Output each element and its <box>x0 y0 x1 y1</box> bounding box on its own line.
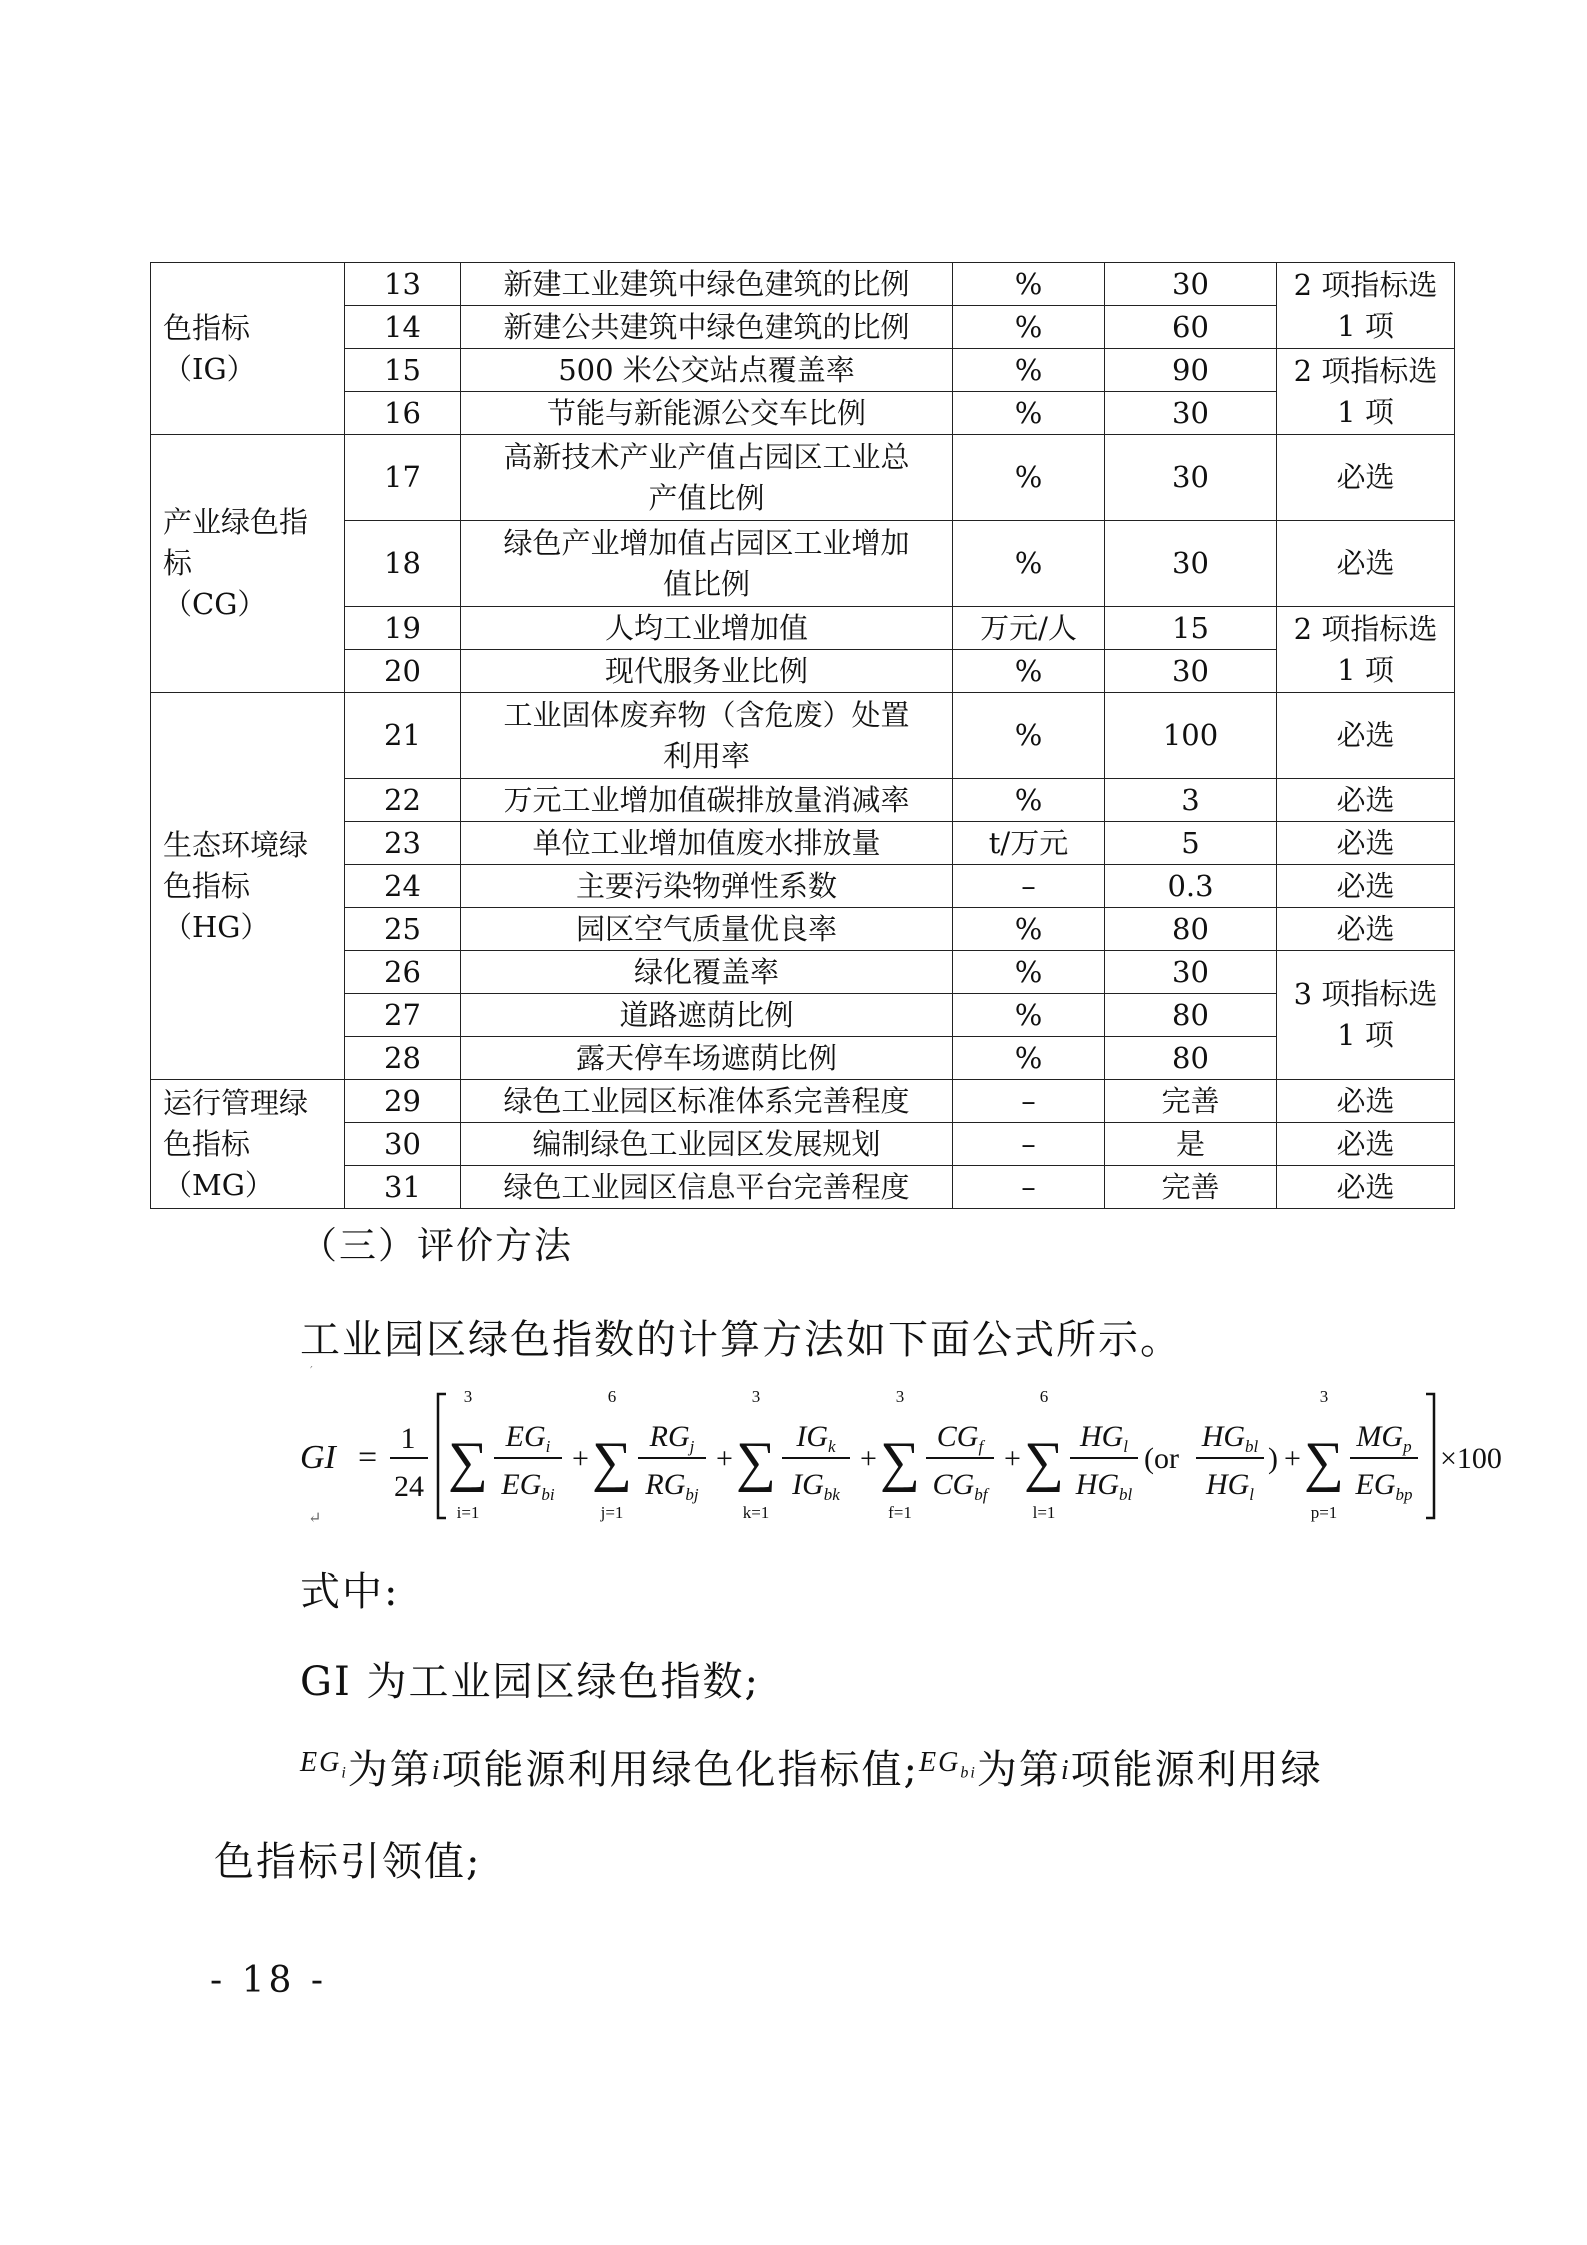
indicator-name-cell: 人均工业增加值 <box>461 607 953 650</box>
unit-cell: % <box>953 994 1105 1037</box>
left-bracket <box>438 1394 446 1518</box>
gi-formula <box>300 1380 1540 1530</box>
fraction-numerator: $IG_k$ <box>796 1420 836 1456</box>
plus-sign: + <box>716 1442 733 1475</box>
unit-cell: % <box>953 951 1105 994</box>
sum-upper-limit: 3 <box>1319 1387 1329 1406</box>
indicator-name-cell: 编制绿色工业园区发展规划 <box>461 1123 953 1166</box>
target-value-cell: 30 <box>1105 951 1277 994</box>
indicator-name-cell: 绿色工业园区信息平台完善程度 <box>461 1166 953 1209</box>
definition-text: 为第 <box>976 1747 1061 1793</box>
definition-gi: GI 为工业园区绿色指数; <box>300 1659 760 1705</box>
index-cell: 14 <box>345 306 461 349</box>
indicator-name-cell: 现代服务业比例 <box>461 650 953 693</box>
fraction-numerator: $EG_i$ <box>505 1420 551 1456</box>
target-value-cell: 80 <box>1105 908 1277 951</box>
indicator-name-cell: 新建工业建筑中绿色建筑的比例 <box>461 263 953 306</box>
fraction-denominator: $IG_{bk}$ <box>792 1468 840 1504</box>
page-number: - 18 - <box>210 1960 328 2001</box>
unit-cell: % <box>953 435 1105 521</box>
unit-cell: % <box>953 908 1105 951</box>
coefficient-denominator: 24 <box>394 1470 424 1503</box>
target-value-cell: 是 <box>1105 1123 1277 1166</box>
unit-cell: % <box>953 693 1105 779</box>
right-bracket <box>1426 1394 1434 1518</box>
sum-upper-limit: 3 <box>463 1387 473 1406</box>
unit-cell: % <box>953 349 1105 392</box>
sum-upper-limit: 3 <box>895 1387 905 1406</box>
table-row <box>151 1037 1455 1080</box>
index-cell: 18 <box>345 521 461 607</box>
table-row <box>151 521 1455 607</box>
requirement-cell: 必选 <box>1277 1166 1455 1209</box>
summation-sign: ∑ <box>880 1431 920 1493</box>
index-cell: 13 <box>345 263 461 306</box>
plus-sign: + <box>860 1442 877 1475</box>
fraction-numerator: $RG_j$ <box>649 1420 695 1456</box>
unit-cell: – <box>953 1123 1105 1166</box>
index-cell: 17 <box>345 435 461 521</box>
unit-cell: – <box>953 1080 1105 1123</box>
unit-cell: % <box>953 392 1105 435</box>
target-value-cell: 完善 <box>1105 1166 1277 1209</box>
summation-sign: ∑ <box>736 1431 776 1493</box>
where-label: 式中: <box>300 1569 400 1615</box>
category-cell: 产业绿色指 标 （CG） <box>151 435 345 693</box>
requirement-cell: 2 项指标选 1 项 <box>1277 349 1455 435</box>
index-cell: 24 <box>345 865 461 908</box>
requirement-cell: 必选 <box>1277 822 1455 865</box>
symbol-eg-i: EGi <box>300 1747 348 1782</box>
definition-eg <box>300 1738 1323 1795</box>
table-row <box>151 994 1455 1037</box>
coefficient-numerator: 1 <box>400 1422 416 1455</box>
plus-sign: + <box>1004 1442 1021 1475</box>
indicator-name-cell: 单位工业增加值废水排放量 <box>461 822 953 865</box>
definition-continuation: 色指标引领值; <box>214 1839 482 1885</box>
unit-cell: % <box>953 650 1105 693</box>
table-row <box>151 1080 1455 1123</box>
table-row <box>151 306 1455 349</box>
table-row <box>151 1123 1455 1166</box>
target-value-cell: 100 <box>1105 693 1277 779</box>
intro-paragraph: 工业园区绿色指数的计算方法如下面公式所示。 <box>300 1317 1182 1363</box>
unit-cell: % <box>953 1037 1105 1080</box>
target-value-cell: 完善 <box>1105 1080 1277 1123</box>
unit-cell: – <box>953 865 1105 908</box>
table-row <box>151 1166 1455 1209</box>
indicator-name-cell: 绿色产业增加值占园区工业增加 值比例 <box>461 521 953 607</box>
plus-sign: + <box>572 1442 589 1475</box>
target-value-cell: 15 <box>1105 607 1277 650</box>
unit-cell: % <box>953 779 1105 822</box>
fraction-denominator: $RG_{bj}$ <box>645 1468 699 1504</box>
table-row <box>151 951 1455 994</box>
tick-mark: ′ <box>310 1364 313 1378</box>
index-cell: 30 <box>345 1123 461 1166</box>
indicator-name-cell: 园区空气质量优良率 <box>461 908 953 951</box>
table-row <box>151 263 1455 306</box>
sum-upper-limit: 6 <box>1039 1387 1049 1406</box>
fraction-denominator: $EG_{bp}$ <box>1355 1468 1413 1504</box>
index-cell: 26 <box>345 951 461 994</box>
table-row <box>151 349 1455 392</box>
target-value-cell: 30 <box>1105 392 1277 435</box>
target-value-cell: 30 <box>1105 521 1277 607</box>
indicator-name-cell: 道路遮荫比例 <box>461 994 953 1037</box>
table-row <box>151 822 1455 865</box>
index-cell: 16 <box>345 392 461 435</box>
fraction-denominator: $EG_{bi}$ <box>501 1468 555 1504</box>
target-value-cell: 60 <box>1105 306 1277 349</box>
index-cell: 19 <box>345 607 461 650</box>
sum-lower-limit: k=1 <box>742 1503 770 1522</box>
requirement-cell: 必选 <box>1277 693 1455 779</box>
definition-text: 项能源利用绿色化指标值; <box>441 1747 920 1793</box>
index-cell: 31 <box>345 1166 461 1209</box>
indicator-name-cell: 主要污染物弹性系数 <box>461 865 953 908</box>
fraction-numerator: $HG_{bl}$ <box>1201 1420 1259 1456</box>
index-cell: 22 <box>345 779 461 822</box>
indicator-name-cell: 500 米公交站点覆盖率 <box>461 349 953 392</box>
target-value-cell: 30 <box>1105 263 1277 306</box>
definition-text: 项能源利用绿 <box>1070 1747 1323 1793</box>
index-cell: 28 <box>345 1037 461 1080</box>
fraction-denominator: $HG_l$ <box>1205 1468 1255 1504</box>
category-cell: 色指标 （IG） <box>151 263 345 435</box>
indicator-name-cell: 露天停车场遮荫比例 <box>461 1037 953 1080</box>
section-heading: （三）评价方法 <box>300 1224 573 1267</box>
fraction-denominator: $HG_{bl}$ <box>1075 1468 1133 1504</box>
index-cell: 20 <box>345 650 461 693</box>
sum-lower-limit: j=1 <box>600 1503 624 1522</box>
closing-paren: ) <box>1268 1442 1278 1475</box>
index-variable: i <box>1060 1755 1071 1786</box>
summation-sign: ∑ <box>592 1431 632 1493</box>
paragraph-return-mark: ↵ <box>308 1508 322 1527</box>
sum-upper-limit: 6 <box>607 1387 617 1406</box>
indicator-name-cell: 绿化覆盖率 <box>461 951 953 994</box>
symbol-eg-bi: EGbi <box>919 1747 977 1782</box>
indicator-name-cell: 节能与新能源公交车比例 <box>461 392 953 435</box>
indicator-name-cell: 高新技术产业产值占园区工业总 产值比例 <box>461 435 953 521</box>
requirement-cell: 2 项指标选 1 项 <box>1277 263 1455 349</box>
formula-lhs: GI <box>300 1439 336 1476</box>
index-cell: 25 <box>345 908 461 951</box>
sum-lower-limit: f=1 <box>888 1503 912 1522</box>
category-cell: 生态环境绿 色指标 （HG） <box>151 693 345 1080</box>
requirement-cell: 必选 <box>1277 1123 1455 1166</box>
table-row <box>151 392 1455 435</box>
table-row <box>151 908 1455 951</box>
or-word: (or <box>1144 1442 1179 1475</box>
category-cell: 运行管理绿 色指标 （MG） <box>151 1080 345 1209</box>
table-row <box>151 607 1455 650</box>
fraction-numerator: $HG_l$ <box>1079 1420 1129 1456</box>
target-value-cell: 90 <box>1105 349 1277 392</box>
plus-sign: + <box>1284 1442 1301 1475</box>
summation-sign: ∑ <box>448 1431 488 1493</box>
requirement-cell: 必选 <box>1277 908 1455 951</box>
index-cell: 23 <box>345 822 461 865</box>
unit-cell: 万元/人 <box>953 607 1105 650</box>
indicator-name-cell: 绿色工业园区标准体系完善程度 <box>461 1080 953 1123</box>
requirement-cell: 必选 <box>1277 865 1455 908</box>
unit-cell: % <box>953 263 1105 306</box>
fraction-numerator: $MG_p$ <box>1356 1420 1412 1456</box>
requirement-cell: 必选 <box>1277 521 1455 607</box>
table-row <box>151 779 1455 822</box>
indicator-name-cell: 新建公共建筑中绿色建筑的比例 <box>461 306 953 349</box>
indicator-table <box>150 262 1455 1209</box>
requirement-cell: 必选 <box>1277 435 1455 521</box>
target-value-cell: 30 <box>1105 435 1277 521</box>
requirement-cell: 必选 <box>1277 1080 1455 1123</box>
requirement-cell: 必选 <box>1277 779 1455 822</box>
index-cell: 27 <box>345 994 461 1037</box>
unit-cell: % <box>953 306 1105 349</box>
indicator-name-cell: 工业固体废弃物（含危废）处置 利用率 <box>461 693 953 779</box>
definition-text: 为第 <box>347 1747 432 1793</box>
sum-upper-limit: 3 <box>751 1387 761 1406</box>
indicator-name-cell: 万元工业增加值碳排放量消减率 <box>461 779 953 822</box>
table-row <box>151 693 1455 779</box>
index-cell: 29 <box>345 1080 461 1123</box>
requirement-cell: 3 项指标选 1 项 <box>1277 951 1455 1080</box>
summation-sign: ∑ <box>1304 1431 1344 1493</box>
table-row <box>151 435 1455 521</box>
target-value-cell: 80 <box>1105 1037 1277 1080</box>
target-value-cell: 0.3 <box>1105 865 1277 908</box>
index-cell: 21 <box>345 693 461 779</box>
target-value-cell: 3 <box>1105 779 1277 822</box>
table-row <box>151 865 1455 908</box>
table-row <box>151 650 1455 693</box>
fraction-numerator: $CG_f$ <box>936 1420 984 1456</box>
target-value-cell: 30 <box>1105 650 1277 693</box>
index-variable: i <box>431 1755 442 1786</box>
sum-lower-limit: p=1 <box>1310 1503 1338 1522</box>
multiplier: ×100 <box>1440 1442 1502 1475</box>
requirement-cell: 2 项指标选 1 项 <box>1277 607 1455 693</box>
fraction-denominator: $CG_{bf}$ <box>932 1468 988 1504</box>
unit-cell: – <box>953 1166 1105 1209</box>
index-cell: 15 <box>345 349 461 392</box>
sum-lower-limit: i=1 <box>456 1503 480 1522</box>
target-value-cell: 5 <box>1105 822 1277 865</box>
sum-lower-limit: l=1 <box>1032 1503 1056 1522</box>
summation-sign: ∑ <box>1024 1431 1064 1493</box>
equals-sign: = <box>358 1439 378 1476</box>
unit-cell: t/万元 <box>953 822 1105 865</box>
target-value-cell: 80 <box>1105 994 1277 1037</box>
unit-cell: % <box>953 521 1105 607</box>
